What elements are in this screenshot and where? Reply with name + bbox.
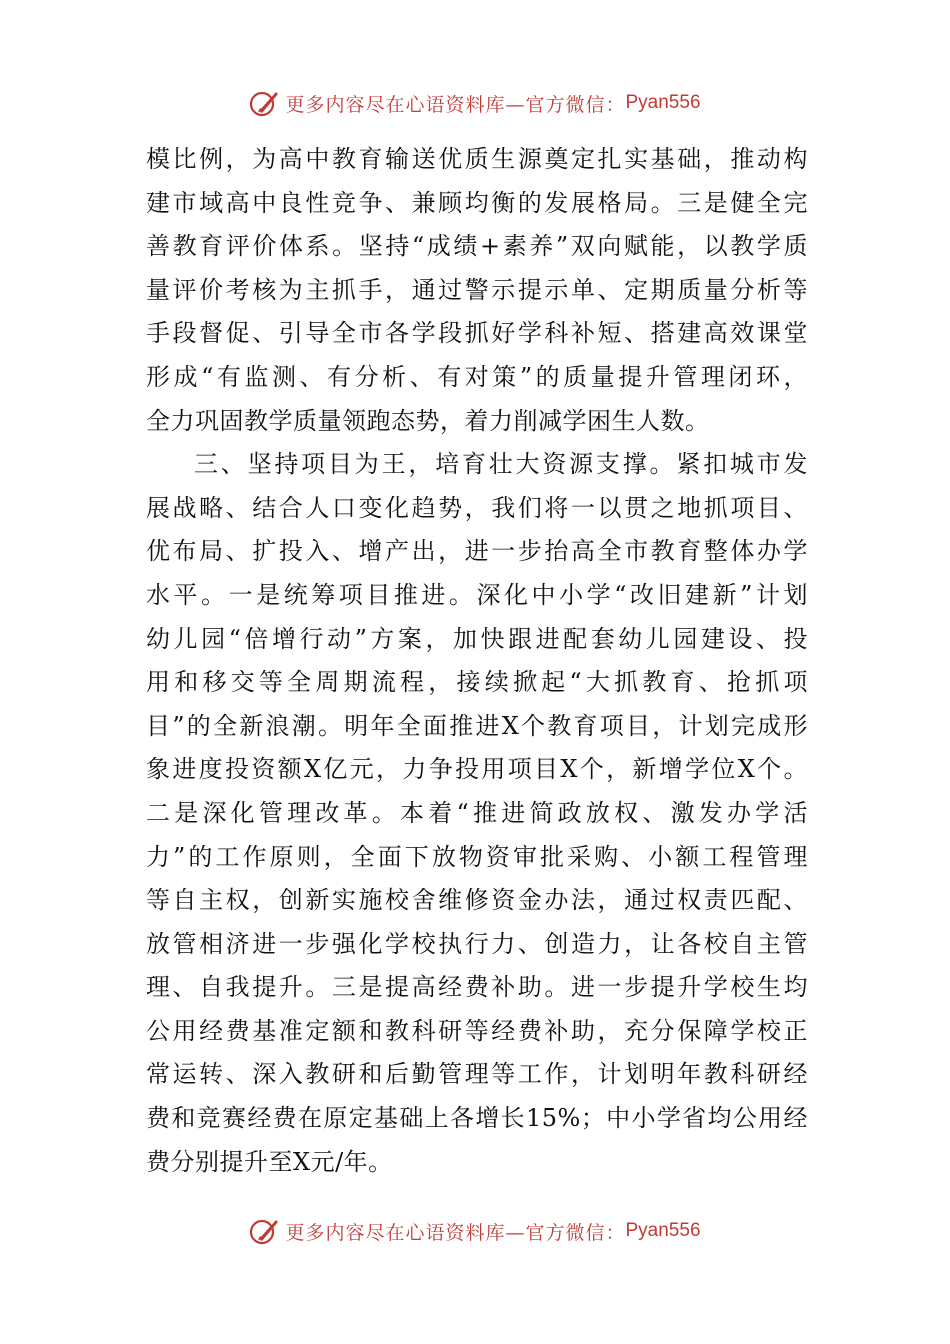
document-body — [146, 138, 808, 1184]
quill-pen-icon — [249, 1215, 281, 1247]
text-line: 费分别提升至X元/年。 — [146, 1147, 393, 1176]
text-line: 用和移交等全周期流程，接续掀起“大抓教育、抢抓项 — [146, 668, 808, 697]
text-line: 力”的工作原则，全面下放物资审批采购、小额工程管理 — [146, 842, 808, 871]
text-line: 善教育评价体系。坚持“成绩+素养”双向赋能，以教学质 — [146, 232, 808, 261]
text-line: 模比例，为高中教育输送优质生源奠定扎实基础，推动构 — [146, 145, 808, 173]
text-line: 形成“有监测、有分析、有对策”的质量提升管理闭环， — [146, 362, 808, 391]
watermark-text: 更多内容尽在心语资料库—官方微信： — [285, 93, 626, 116]
text-line: 优布局、扩投入、增产出，进一步抬高全市教育整体办学 — [146, 537, 808, 566]
text-line: 常运转、深入教研和后勤管理等工作，计划明年教科研经 — [146, 1060, 808, 1089]
text-line: 二是深化管理改革。本着“推进简政放权、激发办学活 — [146, 798, 808, 827]
text-line: 展战略、结合人口变化趋势，我们将一以贯之地抓项目、 — [146, 493, 808, 522]
text-line: 建市域高中良性竞争、兼顾均衡的发展格局。三是健全完 — [146, 188, 808, 217]
text-line: 象进度投资额X亿元，力争投用项目X个，新增学位X个。 — [146, 755, 808, 784]
text-line: 费和竞赛经费在原定基础上各增长15%；中小学省均公用经 — [146, 1104, 808, 1133]
text-line: 全力巩固教学质量领跑态势，着力削减学困生人数。 — [146, 406, 710, 435]
text-line: 理、自我提升。三是提高经费补助。进一步提升学校生均 — [146, 973, 808, 1002]
quill-pen-icon — [249, 87, 281, 119]
watermark-footer — [0, 1214, 950, 1248]
text-line: 公用经费基准定额和教科研等经费补助，充分保障学校正 — [146, 1016, 808, 1045]
text-line: 水平。一是统筹项目推进。深化中小学“改旧建新”计划 — [146, 580, 808, 609]
text-line: 量评价考核为主抓手，通过警示提示单、定期质量分析等 — [146, 275, 808, 304]
watermark-text: 更多内容尽在心语资料库—官方微信： — [285, 1221, 626, 1244]
watermark-handle: Pyan556 — [625, 1220, 701, 1241]
text-line: 等自主权，创新实施校舍维修资金办法，通过权责匹配、 — [146, 886, 808, 915]
text-line: 手段督促、引导全市各学段抓好学科补短、搭建高效课堂 — [146, 319, 808, 348]
paragraph-start-line: 三、坚持项目为王，培育壮大资源支撑。紧扣城市发 — [194, 450, 808, 479]
text-line: 幼儿园“倍增行动”方案，加快跟进配套幼儿园建设、投 — [146, 624, 808, 653]
watermark-header — [0, 86, 950, 120]
text-line: 放管相济进一步强化学校执行力、创造力，让各校自主管 — [146, 929, 808, 958]
text-line: 目”的全新浪潮。明年全面推进X个教育项目，计划完成形 — [146, 711, 808, 740]
watermark-handle: Pyan556 — [625, 92, 701, 113]
